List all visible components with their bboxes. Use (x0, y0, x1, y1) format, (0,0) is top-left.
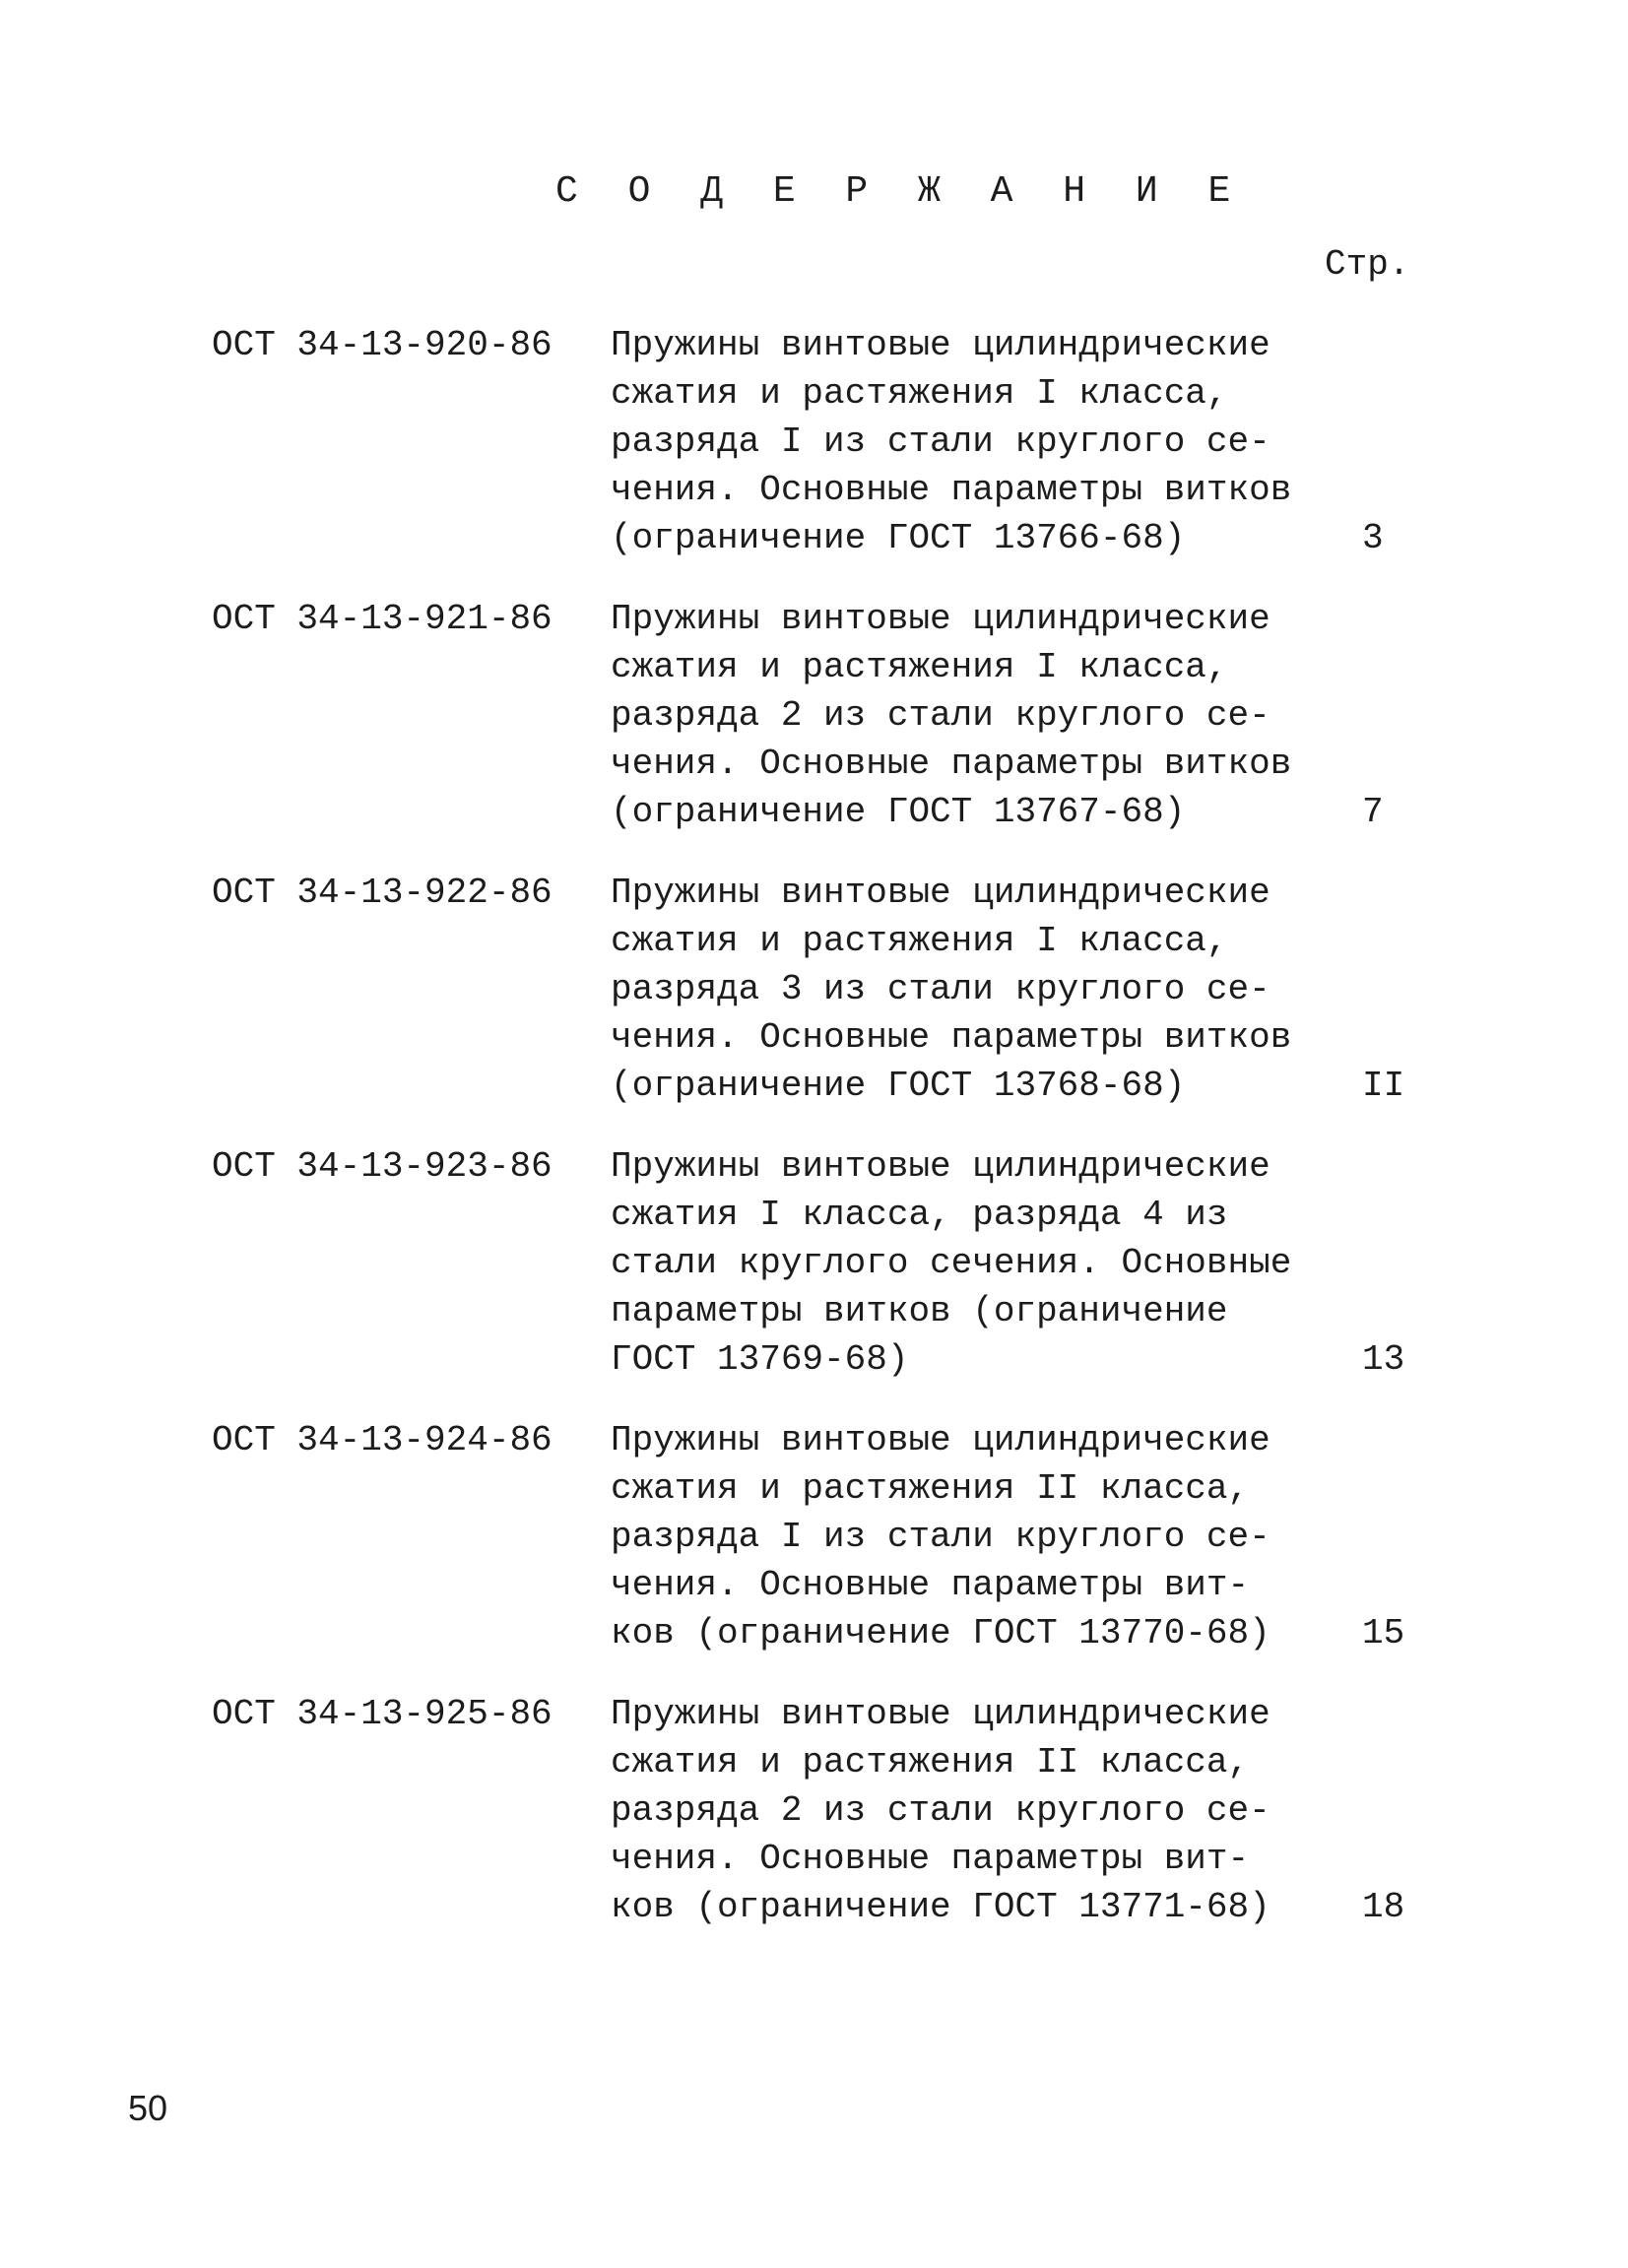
description-line: сжатия I класса, разряда 4 из (611, 1195, 1228, 1235)
description-line: (ограничение ГОСТ 13768-68) (611, 1066, 1186, 1106)
toc-entry (0, 1690, 1628, 1946)
description-line: разряда 2 из стали круглого се- (611, 695, 1270, 736)
description-line: Пружины винтовые цилиндрические (611, 1694, 1270, 1734)
contents-heading: С О Д Е Р Ж А Н И Е (555, 170, 1245, 213)
description-line: чения. Основные параметры витков (611, 744, 1292, 784)
entry-page-number: II (1362, 1066, 1405, 1106)
description-line: разряда 2 из стали круглого се- (611, 1790, 1270, 1831)
toc-entry (0, 595, 1628, 851)
entry-page-number: 13 (1362, 1339, 1405, 1380)
standard-code: ОСТ 34-13-923-86 (212, 1146, 553, 1187)
page-number: 50 (128, 2088, 168, 2128)
entry-page-number: 18 (1362, 1887, 1405, 1927)
description-line: разряда 3 из стали круглого се- (611, 969, 1270, 1009)
description-line: сжатия и растяжения I класса, (611, 921, 1228, 961)
entry-description (611, 869, 1291, 1110)
description-line: разряда I из стали круглого се- (611, 1517, 1270, 1557)
entry-page-number: 3 (1362, 518, 1384, 558)
description-line: Пружины винтовые цилиндрические (611, 1146, 1270, 1187)
description-line: параметры витков (ограничение (611, 1291, 1228, 1331)
description-line: ГОСТ 13769-68) (611, 1339, 909, 1380)
description-line: Пружины винтовые цилиндрические (611, 1420, 1270, 1460)
description-line: сжатия и растяжения I класса, (611, 647, 1228, 687)
standard-code: ОСТ 34-13-921-86 (212, 599, 553, 639)
description-line: стали круглого сечения. Основные (611, 1243, 1292, 1283)
description-line: (ограничение ГОСТ 13766-68) (611, 518, 1186, 558)
entry-description (611, 1416, 1270, 1657)
description-line: чения. Основные параметры вит- (611, 1565, 1250, 1605)
description-line: чения. Основные параметры вит- (611, 1839, 1250, 1879)
standard-code: ОСТ 34-13-922-86 (212, 873, 553, 913)
description-line: (ограничение ГОСТ 13767-68) (611, 792, 1186, 832)
standard-code: ОСТ 34-13-924-86 (212, 1420, 553, 1460)
description-line: Пружины винтовые цилиндрические (611, 599, 1270, 639)
standard-code: ОСТ 34-13-920-86 (212, 325, 553, 365)
toc-entry (0, 321, 1628, 577)
page-column-label: Стр. (1325, 244, 1410, 285)
description-line: ков (ограничение ГОСТ 13770-68) (611, 1613, 1270, 1653)
entry-description (611, 1142, 1291, 1384)
entry-page-number: 15 (1362, 1613, 1405, 1653)
description-line: сжатия и растяжения II класса, (611, 1468, 1250, 1509)
description-line: чения. Основные параметры витков (611, 470, 1292, 510)
description-line: Пружины винтовые цилиндрические (611, 873, 1270, 913)
description-line: чения. Основные параметры витков (611, 1017, 1292, 1058)
entry-description (611, 1690, 1270, 1931)
description-line: сжатия и растяжения II класса, (611, 1742, 1250, 1782)
toc-entry (0, 1142, 1628, 1398)
description-line: Пружины винтовые цилиндрические (611, 325, 1270, 365)
toc-entry (0, 869, 1628, 1125)
toc-entry (0, 1416, 1628, 1672)
entry-description (611, 321, 1291, 562)
description-line: ков (ограничение ГОСТ 13771-68) (611, 1887, 1270, 1927)
description-line: сжатия и растяжения I класса, (611, 373, 1228, 414)
standard-code: ОСТ 34-13-925-86 (212, 1694, 553, 1734)
description-line: разряда I из стали круглого се- (611, 421, 1270, 462)
entry-description (611, 595, 1291, 836)
entry-page-number: 7 (1362, 792, 1384, 832)
